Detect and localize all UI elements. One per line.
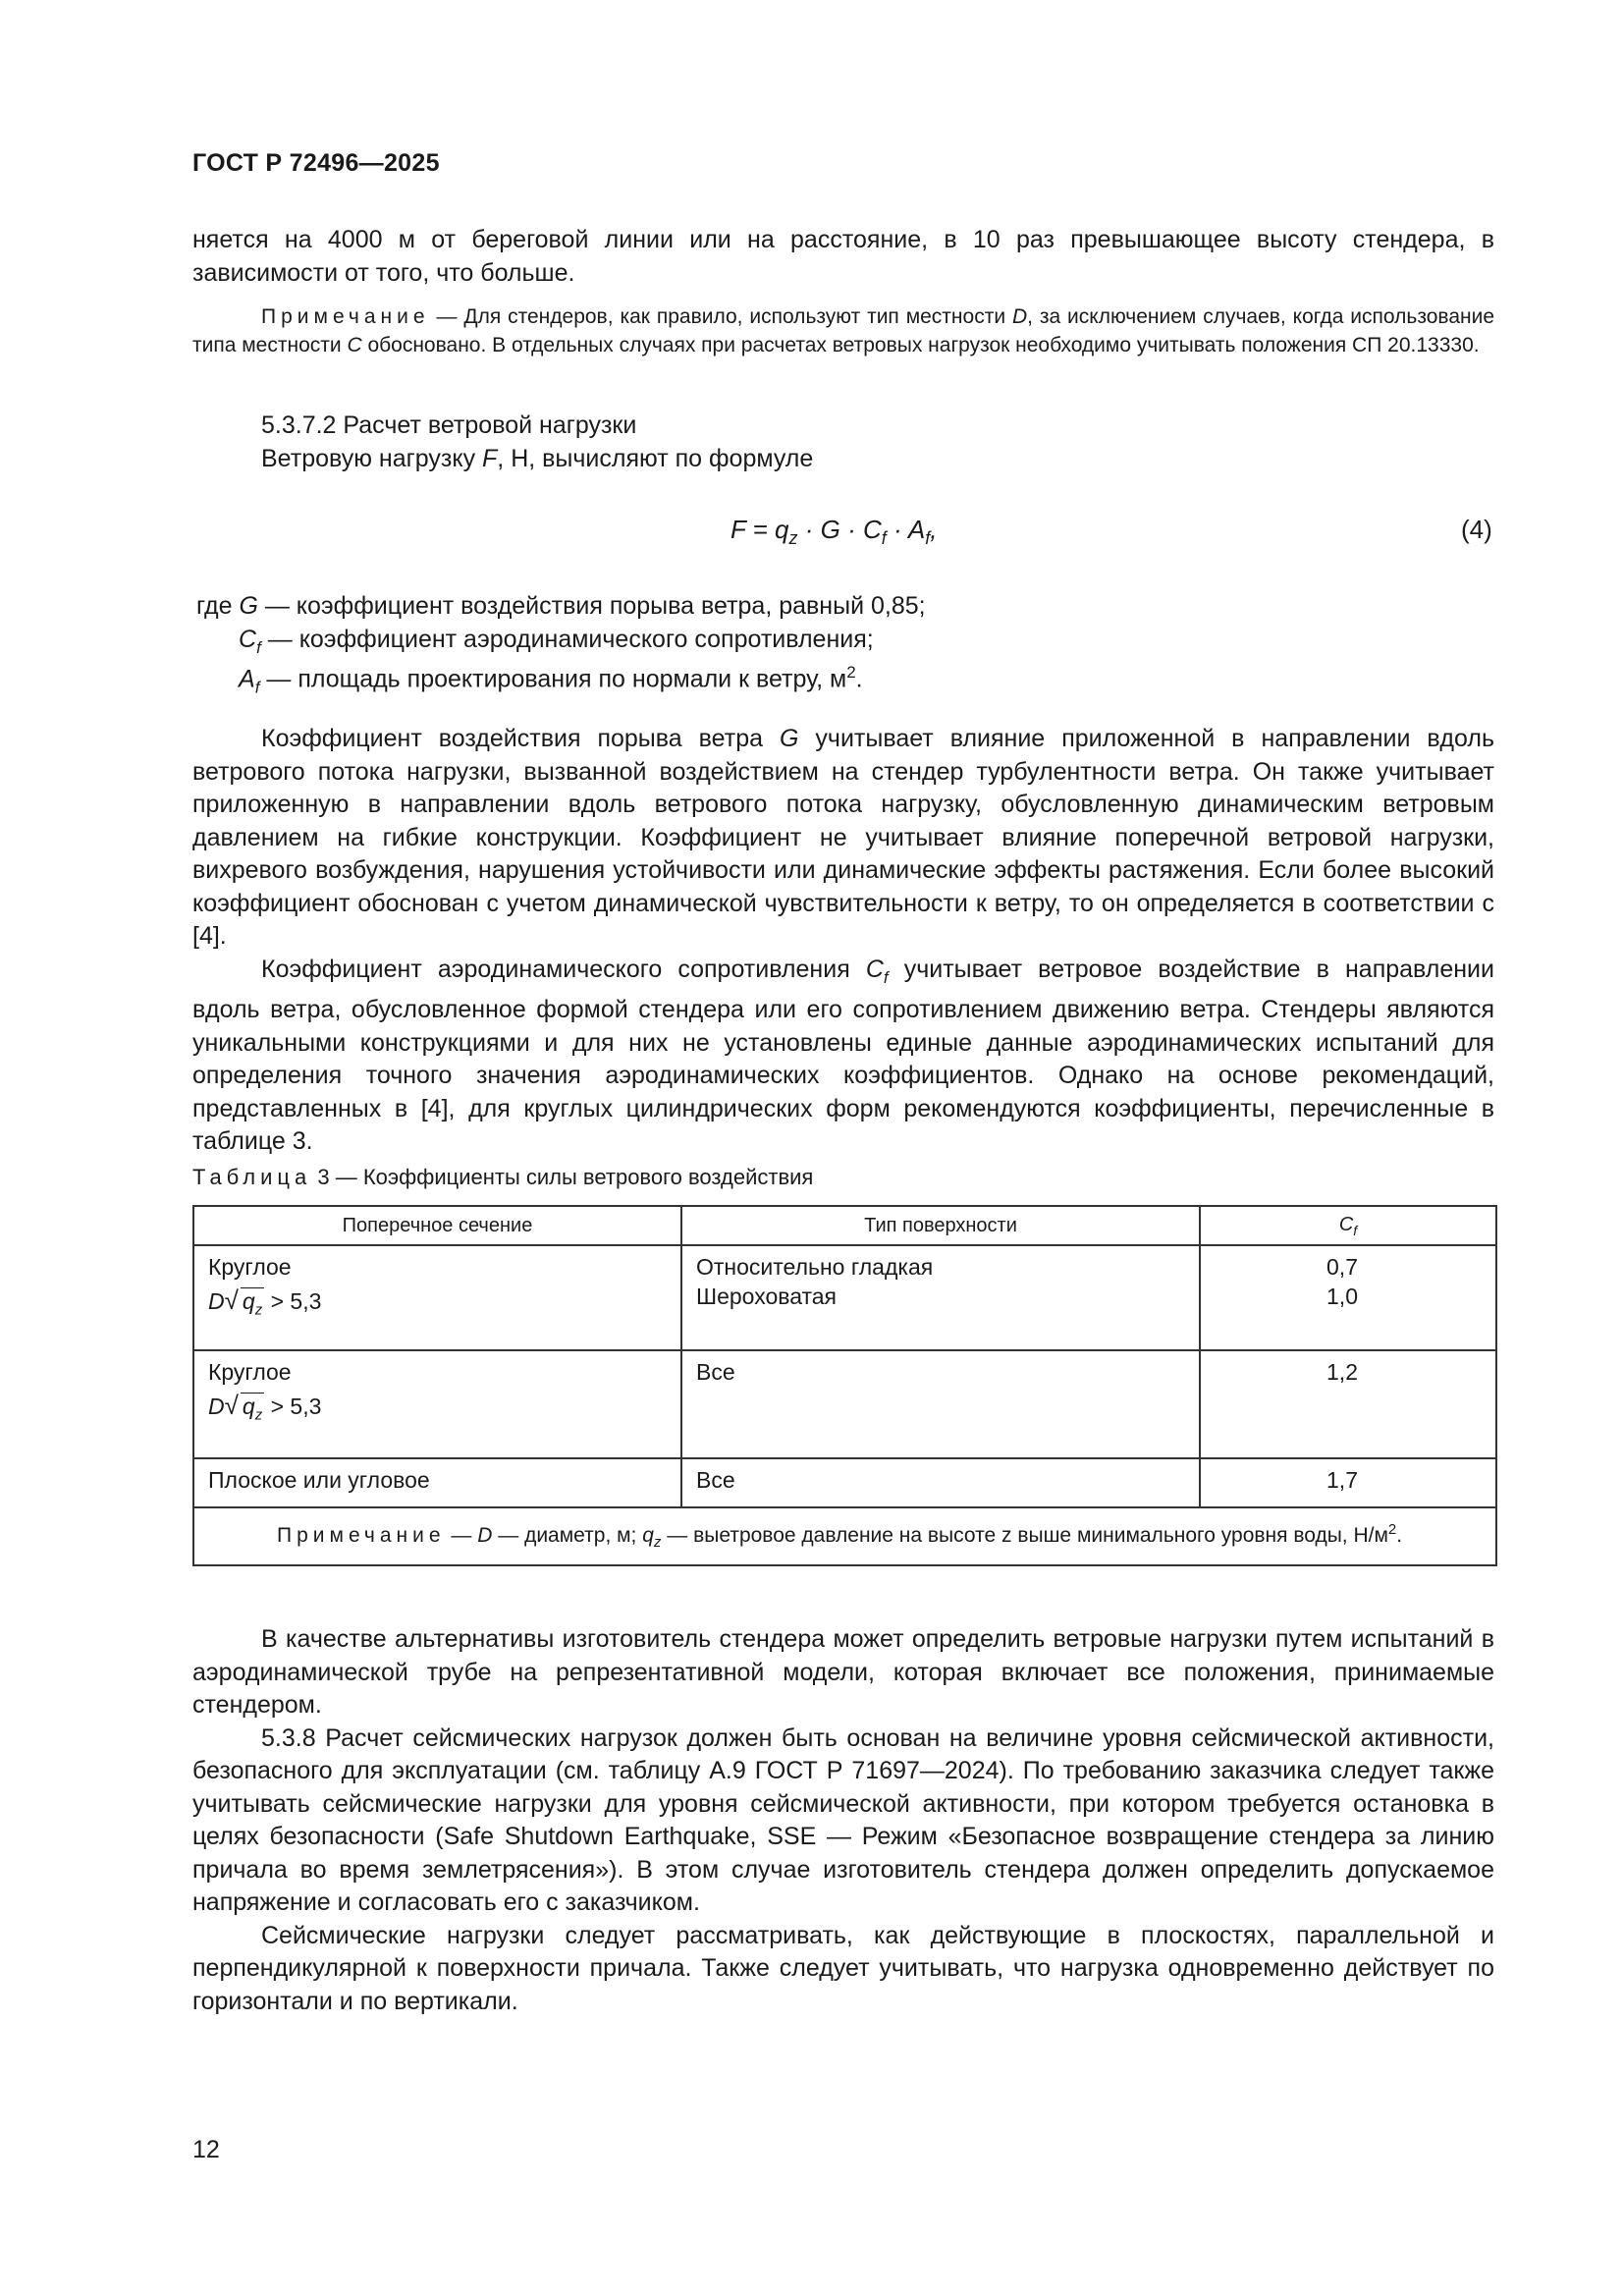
table-header-row: [193, 1206, 1496, 1245]
condition-formula: D√ $q_z > 5,3$: [208, 1391, 322, 1424]
section-heading: 5.3.7.2 Расчет ветровой нагрузки: [261, 411, 637, 439]
note-terrain: Примечание — Для стендеров, как правило, используют тип местности D, за исключением случаев, когда использование типа местности C обосновано. В отдельных случаях при расчетах ветровых нагрузок необходимо учитывать положения СП 20.13330.: [192, 305, 1494, 356]
note-label: Примечание: [261, 305, 430, 328]
page-number: 12: [192, 2136, 220, 2163]
section-5-3-7-2: [192, 410, 1494, 475]
table-caption: Таблица 3 — Коэффициенты силы ветрового воздействия: [192, 1165, 814, 1189]
document-code-header: ГОСТ Р 72496—2025: [192, 149, 440, 177]
header-section: Поперечное сечение: [193, 1206, 681, 1245]
section-5-3-8-paragraph: 5.3.8 Расчет сейсмических нагрузок должен быть основан на величине уровня сейсмической активности, безопасного для эксплуатации (см. таблицу А.9 ГОСТ Р 71697—2024). По требованию заказчика следует также учитывать сейсмические нагрузки для уровня сейсмической активности, при котором требуется остановка в целях безопасности (Safe Shutdown Earthquake, SSE — Режим «Безопасное возвращение стендера за линию причала во время землетрясения»). В этом случае изготовитель стендера должен определить допускаемое напряжение и согласовать его с заказчиком.: [192, 1723, 1494, 1916]
table-row: Круглое D√ $q_z > 5,3$ Все 1,2: [193, 1350, 1496, 1458]
alternative-test-paragraph: В качестве альтернативы изготовитель стендера может определить ветровые нагрузки путем испытаний в аэродинамической трубе на репрезентативной модели, которая включает все положения, принимаемые стендером.: [192, 1625, 1494, 1719]
formula-intro: Ветровую нагрузку F, Н, вычисляют по формуле: [261, 444, 814, 472]
where-g: где G — коэффициент воздействия порыва ветра, равный 0,85;: [196, 592, 926, 620]
table-note-row: Примечание — D — диаметр, м; $q_z$ — выетровое давление на высоте z выше минимального уровня воды, $Н/м^2$.: [193, 1507, 1496, 1565]
wind-load-formula: $F = q_z \cdot G \cdot C_f \cdot A_f$,: [730, 515, 938, 549]
seismic-loads-paragraph: Сейсмические нагрузки следует рассматривать, как действующие в плоскостях, параллельной и перпендикулярной к поверхности причала. Также следует учитывать, что нагрузка одновременно действует по горизонтали и по вертикали.: [192, 1921, 1494, 2015]
table-row: Плоское или угловое Все 1,7: [193, 1458, 1496, 1507]
header-surface: Тип поверхности: [681, 1206, 1200, 1245]
condition-formula: D√ $q_z > 5,3$: [208, 1285, 322, 1319]
continuation-paragraph: [192, 224, 1494, 290]
continuation-text: няется на 4000 м от береговой линии или на расстояние, в 10 раз превышающее высоту стендера, в зависимости от того, что больше.: [192, 226, 1494, 287]
gust-paragraphs: [192, 723, 1494, 1159]
header-cf: $C_f$: [1200, 1206, 1496, 1245]
closing-paragraphs: [192, 1623, 1494, 2018]
formula-number: (4): [1461, 515, 1492, 544]
gust-factor-paragraph: Коэффициент воздействия порыва ветра G учитывает влияние приложенной в направлении вдоль ветрового потока нагрузки, вызванной воздействием на стендер турбулентности ветра. Он также учитывает приложенную в направлении вдоль ветрового потока нагрузку, обусловленную динамическим ветровым давлением на гибкие конструкции. Коэффициент не учитывает влияние поперечной ветровой нагрузки, вихревого возбуждения, нарушения устойчивости или динамические эффекты растяжения. Если более высокий коэффициент обоснован с учетом динамической чувствительности к ветру, то он определяется в соответствии с [4].: [192, 725, 1494, 950]
wind-coefficients-table: [192, 1205, 1497, 1566]
drag-coefficient-paragraph: Коэффициент аэродинамического сопротивления $C_f$ учитывает ветровое воздействие в направлении вдоль ветра, обусловленное формой стендера или его сопротивлением движению ветра. Стендеры являются уникальными конструкциями и для них не установлены единые данные аэродинамических испытаний для определения точного значения аэродинамических коэффициентов. Однако на основе рекомендаций, представленных в [4], для круглых цилиндрических форм рекомендуются коэффициенты, перечисленные в таблице 3.: [192, 955, 1494, 1155]
where-cf: $C_f$ — коэффициент аэродинамического сопротивления;: [239, 626, 874, 657]
where-af: $A_f$ — площадь проектирования по нормали к ветру, $м^2$.: [239, 663, 863, 697]
table-row: Круглое D√ $q_z > 5,3$ Относительно гладкая Шероховатая 0,7 1,0: [193, 1245, 1496, 1350]
